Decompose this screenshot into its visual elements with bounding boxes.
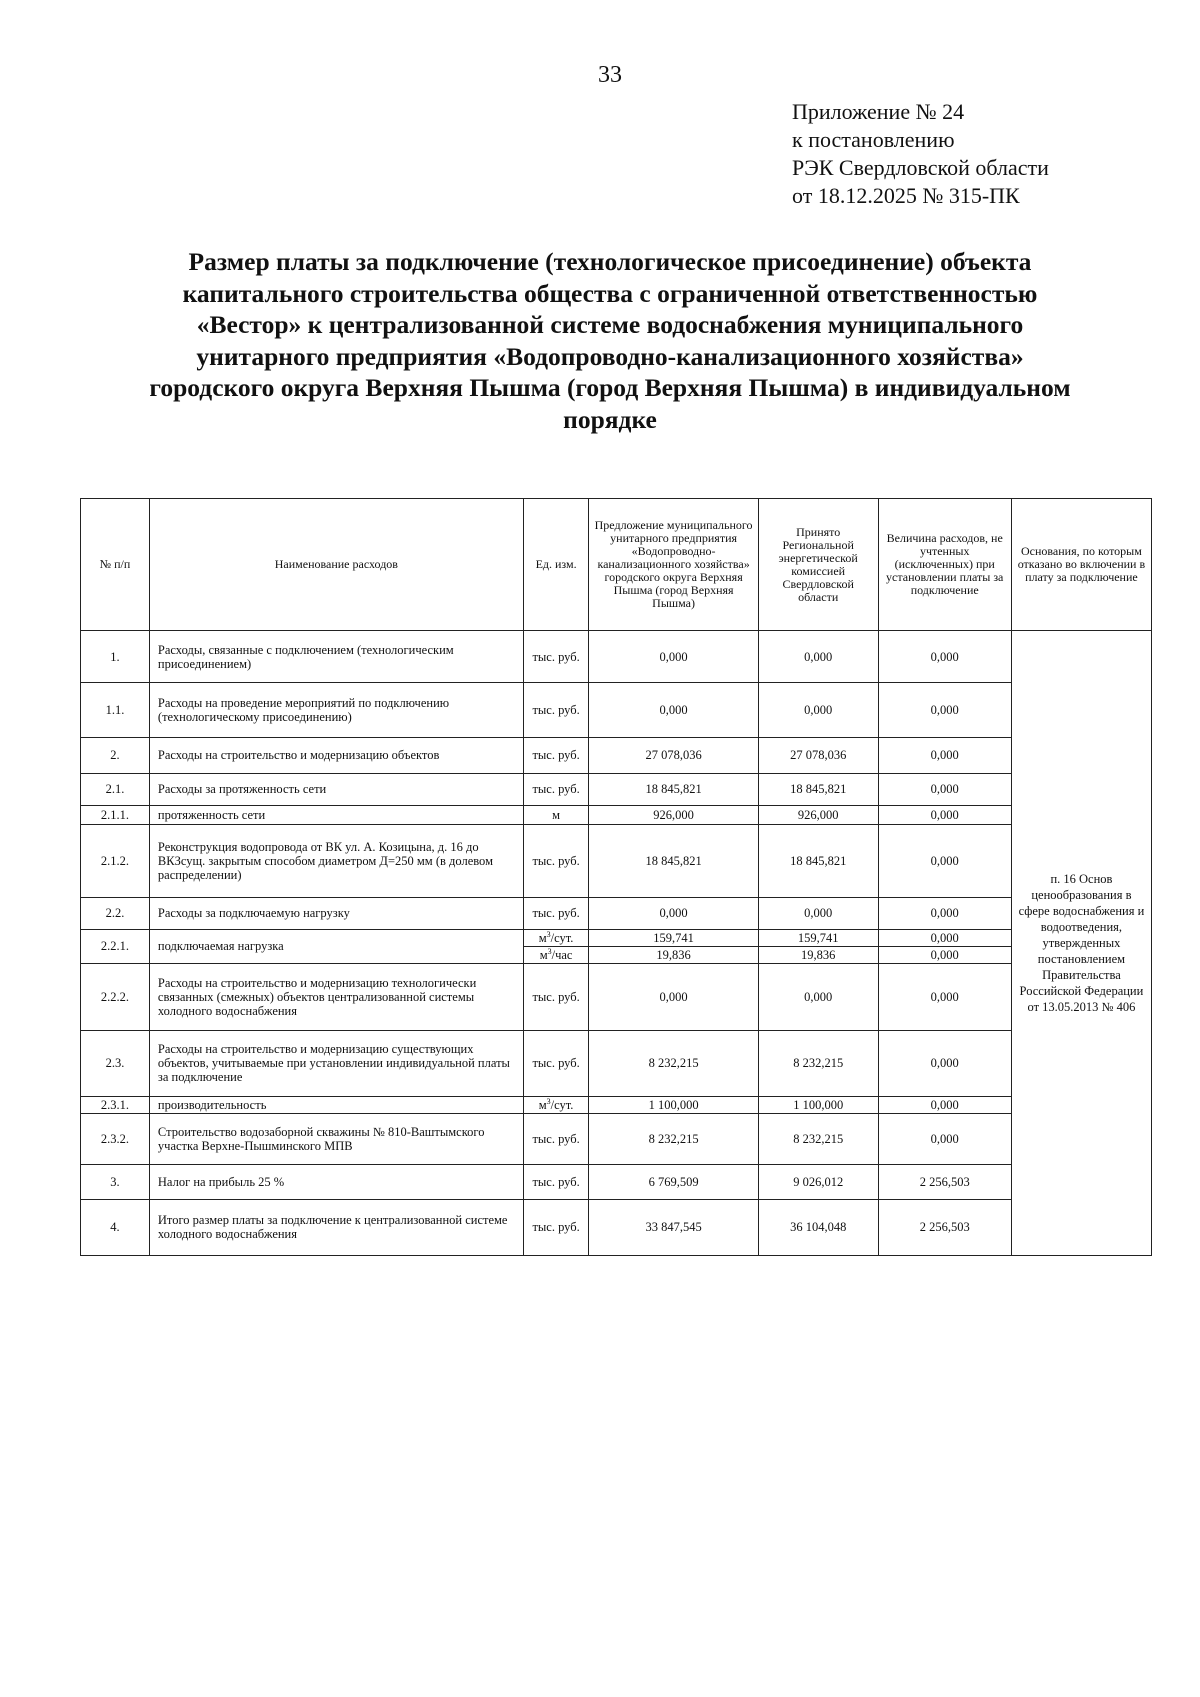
header-basis: Основания, по которым отказано во включении в плату за подключение [1011, 499, 1151, 631]
cell-unit: тыс. руб. [523, 737, 589, 773]
cell-proposal: 0,000 [589, 683, 758, 737]
cell-excluded: 0,000 [878, 1030, 1011, 1096]
cell-unit: тыс. руб. [523, 1165, 589, 1199]
table-row [81, 773, 1152, 805]
table-header-row [81, 499, 1152, 631]
document-title [90, 246, 1130, 435]
cell-proposal: 0,000 [589, 964, 758, 1030]
cell-proposal: 6 769,509 [589, 1165, 758, 1199]
cell-accepted: 0,000 [758, 683, 878, 737]
cell-proposal: 33 847,545 [589, 1199, 758, 1255]
cell-excluded: 0,000 [878, 683, 1011, 737]
cell-accepted: 1 100,000 [758, 1096, 878, 1113]
cell-excluded: 2 256,503 [878, 1199, 1011, 1255]
table-row [81, 631, 1152, 683]
unit-exponent: 3 [546, 929, 551, 939]
cell-name: Расходы, связанные с подключением (технологическим присоединением) [149, 631, 523, 683]
cell-num: 2.3.1. [81, 1096, 150, 1113]
cell-excluded: 0,000 [878, 946, 1011, 963]
unit-exponent: 3 [547, 946, 552, 956]
table-row-total [81, 1199, 1152, 1255]
cell-num: 2.3.2. [81, 1114, 150, 1165]
cell-name: Налог на прибыль 25 % [149, 1165, 523, 1199]
table-row [81, 1030, 1152, 1096]
cell-proposal: 8 232,215 [589, 1030, 758, 1096]
cell-num: 1. [81, 631, 150, 683]
table-row [81, 737, 1152, 773]
cell-accepted: 0,000 [758, 631, 878, 683]
cell-unit: тыс. руб. [523, 964, 589, 1030]
cell-proposal: 18 845,821 [589, 825, 758, 897]
title-line: унитарного предприятия «Водопроводно-канализационного хозяйства» [196, 341, 1024, 371]
cell-excluded: 0,000 [878, 1114, 1011, 1165]
cell-name: Расходы за подключаемую нагрузку [149, 897, 523, 929]
cell-unit: тыс. руб. [523, 683, 589, 737]
title-line: Размер платы за подключение (технологическое присоединение) объекта [188, 247, 1032, 276]
cell-unit: тыс. руб. [523, 825, 589, 897]
unit-suffix: /сут. [550, 930, 574, 945]
table-row [81, 825, 1152, 897]
cell-accepted: 18 845,821 [758, 825, 878, 897]
cell-unit: тыс. руб. [523, 773, 589, 805]
cell-excluded: 0,000 [878, 964, 1011, 1030]
cell-unit [523, 946, 589, 963]
cell-proposal: 19,836 [589, 946, 758, 963]
unit-suffix: /сут. [550, 1097, 574, 1112]
cell-excluded: 0,000 [878, 1096, 1011, 1113]
cell-accepted: 19,836 [758, 946, 878, 963]
cell-unit: тыс. руб. [523, 1199, 589, 1255]
table-row [81, 1165, 1152, 1199]
cell-accepted: 8 232,215 [758, 1030, 878, 1096]
cell-excluded: 0,000 [878, 806, 1011, 825]
header-proposal: Предложение муниципального унитарного предприятия «Водопроводно-канализационного хозяйства» городского округа Верхняя Пышма (город Верхняя Пышма) [589, 499, 758, 631]
cell-name: Итого размер платы за подключение к централизованной системе холодного водоснабжения [149, 1199, 523, 1255]
cell-name: Расходы за протяженность сети [149, 773, 523, 805]
table-row [81, 1096, 1152, 1113]
cell-excluded: 0,000 [878, 897, 1011, 929]
cell-accepted: 8 232,215 [758, 1114, 878, 1165]
annex-line: РЭК Свердловской области [792, 155, 1049, 180]
cell-num: 2.2.1. [81, 929, 150, 963]
cell-proposal: 18 845,821 [589, 773, 758, 805]
cell-excluded: 0,000 [878, 631, 1011, 683]
cell-proposal: 926,000 [589, 806, 758, 825]
annex-line: к постановлению [792, 127, 955, 152]
table-row [81, 964, 1152, 1030]
header-accepted: Принято Региональной энергетической комиссией Свердловской области [758, 499, 878, 631]
header-num: № п/п [81, 499, 150, 631]
cell-excluded: 0,000 [878, 737, 1011, 773]
cell-accepted: 18 845,821 [758, 773, 878, 805]
cell-unit: тыс. руб. [523, 631, 589, 683]
title-line: капитального строительства общества с ограниченной ответственностью [182, 278, 1038, 308]
cell-accepted: 27 078,036 [758, 737, 878, 773]
cell-accepted: 36 104,048 [758, 1199, 878, 1255]
cell-num: 2.1. [81, 773, 150, 805]
cell-excluded: 0,000 [878, 929, 1011, 946]
cell-unit [523, 1096, 589, 1113]
cell-excluded: 0,000 [878, 825, 1011, 897]
table-row [81, 897, 1152, 929]
cell-num: 3. [81, 1165, 150, 1199]
annex-line: от 18.12.2025 № 315-ПК [792, 183, 1020, 208]
cell-num: 2.1.2. [81, 825, 150, 897]
cell-unit: тыс. руб. [523, 897, 589, 929]
cell-proposal: 1 100,000 [589, 1096, 758, 1113]
title-line: порядке [563, 404, 657, 434]
cell-num: 4. [81, 1199, 150, 1255]
unit-base: м [539, 948, 548, 963]
cell-unit [523, 929, 589, 946]
cell-proposal: 0,000 [589, 631, 758, 683]
cell-num: 2.3. [81, 1030, 150, 1096]
cell-unit: тыс. руб. [523, 1114, 589, 1165]
title-line: городского округа Верхняя Пышма (город Верхняя Пышма) в индивидуальном [149, 373, 1071, 402]
cell-num: 2.2.2. [81, 964, 150, 1030]
cell-excluded: 0,000 [878, 773, 1011, 805]
cell-excluded: 2 256,503 [878, 1165, 1011, 1199]
cell-name: Расходы на строительство и модернизацию существующих объектов, учитываемые при установлении индивидуальной платы за подключение [149, 1030, 523, 1096]
cell-name: Расходы на проведение мероприятий по подключению (технологическому присоединению) [149, 683, 523, 737]
cell-name: Строительство водозаборной скважины № 810-Ваштымского участка Верхне-Пышминского МПВ [149, 1114, 523, 1165]
cell-num: 2.1.1. [81, 806, 150, 825]
header-name: Наименование расходов [149, 499, 523, 631]
table-row [81, 683, 1152, 737]
unit-exponent: 3 [546, 1096, 551, 1106]
header-excluded: Величина расходов, не учтенных (исключенных) при установлении платы за подключение [878, 499, 1011, 631]
cell-proposal: 27 078,036 [589, 737, 758, 773]
table-row [81, 1114, 1152, 1165]
title-line: «Вестор» к централизованной системе водоснабжения муниципального [196, 310, 1024, 339]
cell-num: 1.1. [81, 683, 150, 737]
cell-proposal: 8 232,215 [589, 1114, 758, 1165]
cell-accepted: 926,000 [758, 806, 878, 825]
unit-suffix: /час [551, 948, 573, 963]
page-number: 33 [598, 62, 622, 88]
cell-accepted: 0,000 [758, 964, 878, 1030]
unit-base: м [538, 1097, 547, 1112]
cell-num: 2.2. [81, 897, 150, 929]
header-unit: Ед. изм. [523, 499, 589, 631]
cell-basis: п. 16 Основ ценообразования в сфере водоснабжения и водоотведения, утвержденных постановлением Правительства Российской Федерации от 13.05.2013 № 406 [1011, 631, 1151, 1256]
annex-block [792, 98, 1172, 210]
cell-unit: тыс. руб. [523, 1030, 589, 1096]
cell-name: Реконструкция водопровода от ВК ул. А. Козицына, д. 16 до ВКЗсущ. закрытым способом диаметром Д=250 мм (в долевом распределении) [149, 825, 523, 897]
cell-accepted: 159,741 [758, 929, 878, 946]
cell-accepted: 9 026,012 [758, 1165, 878, 1199]
cell-name: протяженность сети [149, 806, 523, 825]
tariff-table [80, 498, 1152, 1256]
table-row [81, 929, 1152, 946]
unit-base: м [538, 930, 547, 945]
cell-name: подключаемая нагрузка [149, 929, 523, 963]
cell-unit: м [523, 806, 589, 825]
cell-name: Расходы на строительство и модернизацию объектов [149, 737, 523, 773]
annex-line: Приложение № 24 [792, 99, 965, 124]
cell-accepted: 0,000 [758, 897, 878, 929]
table-row [81, 806, 1152, 825]
cell-name: Расходы на строительство и модернизацию технологически связанных (смежных) объектов централизованной системы холодного водоснабжения [149, 964, 523, 1030]
cell-proposal: 0,000 [589, 897, 758, 929]
cell-name: производительность [149, 1096, 523, 1113]
cell-num: 2. [81, 737, 150, 773]
cell-proposal: 159,741 [589, 929, 758, 946]
